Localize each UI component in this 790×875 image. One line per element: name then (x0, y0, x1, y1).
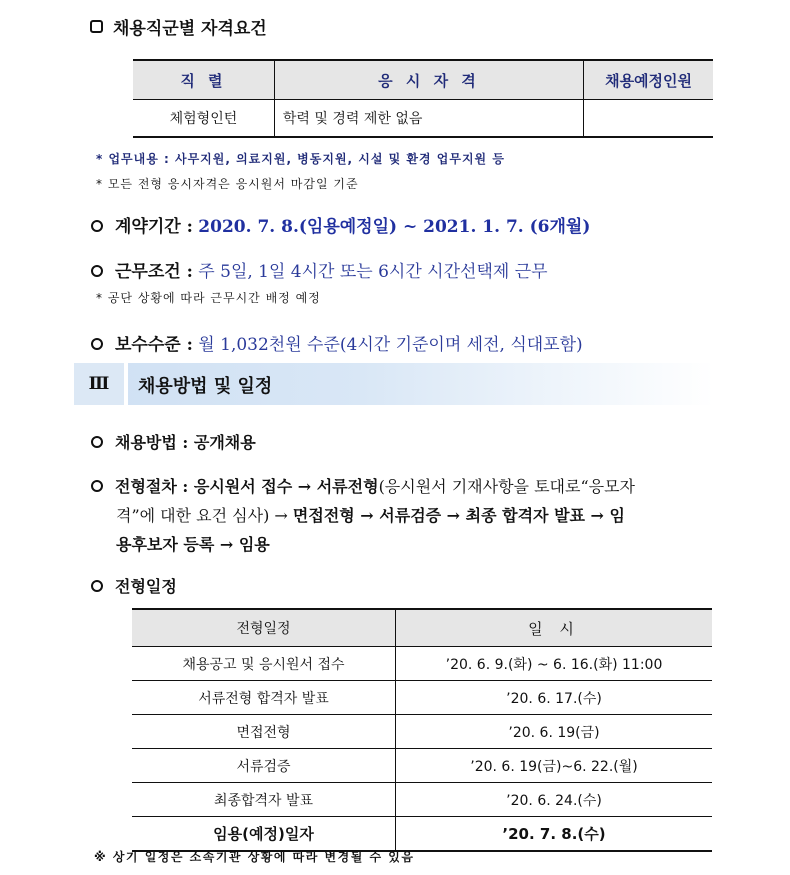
schedule-table (132, 608, 712, 852)
process-line3 (91, 530, 721, 559)
process-label: 전형절차 : 응시원서 접수 → 서류전형 (115, 477, 379, 496)
table-row (132, 681, 712, 715)
work-label: 근무조건 : (115, 262, 193, 282)
process-paragraph (91, 472, 721, 559)
cell-stage: 서류전형 합격자 발표 (132, 681, 396, 715)
header-headcount: 채용예정인원 (584, 60, 713, 100)
process-line3-text: 용후보자 등록 → 임용 (116, 535, 270, 554)
cell-date: ’20. 6. 19(금) (396, 715, 713, 749)
cell-eligibility: 학력 및 경력 제한 없음 (274, 100, 583, 138)
table-row (133, 100, 713, 138)
process-line2-b: 면접전형 → 서류검증 → 최종 합격자 발표 → 임 (292, 506, 625, 525)
section-header (74, 363, 714, 405)
note-duties: * 업무내용 : 사무지원, 의료지원, 병동지원, 시설 및 환경 업무지원 등 (96, 152, 505, 166)
cell-stage: 면접전형 (132, 715, 396, 749)
table-row (132, 783, 712, 817)
section-divider (124, 363, 128, 405)
circle-bullet-icon (91, 436, 103, 448)
qualification-table-header (133, 60, 713, 100)
contract-label: 계약기간 : (115, 217, 193, 237)
cell-date: ’20. 6. 9.(화) ~ 6. 16.(화) 11:00 (396, 647, 713, 681)
cell-stage: 서류검증 (132, 749, 396, 783)
table-row (132, 817, 712, 852)
circle-bullet-icon (91, 220, 103, 232)
circle-bullet-icon (91, 265, 103, 277)
header-job: 직 렬 (133, 60, 274, 100)
checkbox-square-icon (90, 20, 103, 33)
header-eligibility: 응 시 자 격 (274, 60, 583, 100)
table-row (132, 715, 712, 749)
cell-job: 체험형인턴 (133, 100, 274, 138)
heading-qualifications (90, 14, 267, 39)
schedule-heading (91, 574, 177, 597)
schedule-heading-text: 전형일정 (115, 577, 177, 596)
circle-bullet-icon (91, 580, 103, 592)
pay-label: 보수수준 : (115, 335, 193, 355)
table-row (132, 647, 712, 681)
pay-line (91, 330, 583, 355)
cell-date: ’20. 6. 24.(수) (396, 783, 713, 817)
cell-stage: 임용(예정)일자 (132, 817, 396, 852)
process-line2 (91, 501, 721, 530)
process-line2-a: 격”에 대한 요건 심사) → (116, 506, 293, 525)
section-title: 채용방법 및 일정 (138, 376, 273, 397)
qualification-table (133, 59, 713, 138)
work-line (91, 257, 548, 282)
cell-date: ’20. 7. 8.(수) (396, 817, 713, 852)
circle-bullet-icon (91, 338, 103, 350)
cell-date: ’20. 6. 17.(수) (396, 681, 713, 715)
header-datetime: 일 시 (396, 609, 713, 647)
process-line1-rest: (응시원서 기재사항을 토대로“응모자 (378, 477, 635, 496)
method-line (91, 430, 256, 453)
contract-value: 2020. 7. 8.(임용예정일) ~ 2021. 1. 7. (6개월) (198, 217, 591, 237)
cell-headcount (584, 100, 713, 138)
schedule-table-header (132, 609, 712, 647)
note-deadline: * 모든 전형 응시자격은 응시원서 마감일 기준 (96, 177, 359, 191)
table-row (132, 749, 712, 783)
contract-line (91, 212, 590, 237)
note-shift: * 공단 상황에 따라 근무시간 배정 예정 (96, 291, 321, 305)
header-stage: 전형일정 (132, 609, 396, 647)
pay-value: 월 1,032천원 수준(4시간 기준이며 세전, 식대포함) (198, 335, 583, 355)
method-text: 채용방법 : 공개채용 (115, 433, 256, 452)
footnote: ※ 상기 일정은 소속기관 상황에 따라 변경될 수 있음 (94, 850, 415, 864)
cell-stage: 채용공고 및 응시원서 접수 (132, 647, 396, 681)
section-number: Ⅲ (74, 363, 124, 405)
heading-qualifications-text: 채용직군별 자격요건 (113, 19, 267, 39)
cell-date: ’20. 6. 19(금)~6. 22.(월) (396, 749, 713, 783)
cell-stage: 최종합격자 발표 (132, 783, 396, 817)
work-value: 주 5일, 1일 4시간 또는 6시간 시간선택제 근무 (198, 262, 548, 282)
circle-bullet-icon (91, 480, 103, 492)
